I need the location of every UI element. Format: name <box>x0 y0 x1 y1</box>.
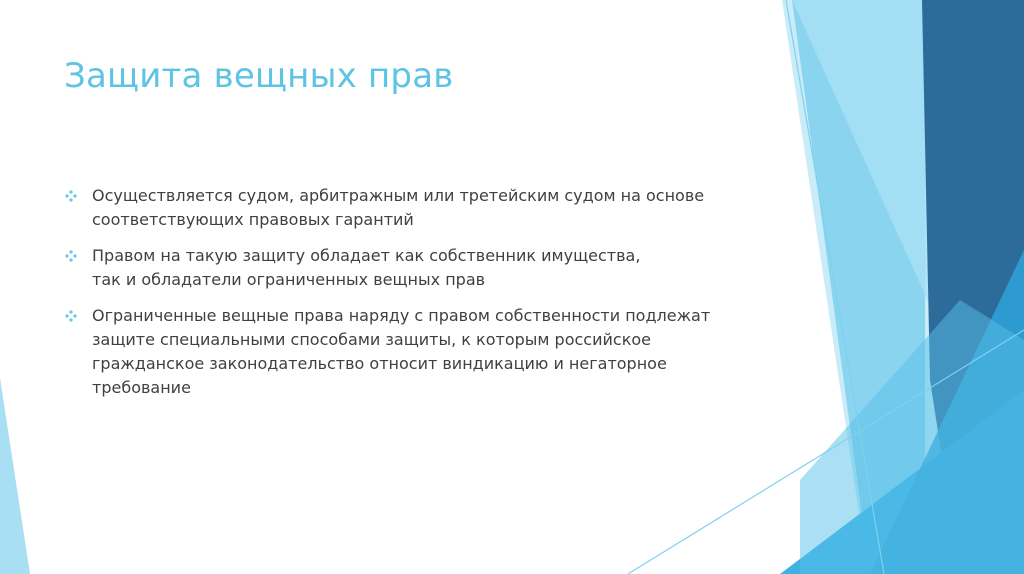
bullet-line: защите специальными способами защиты, к которым российское <box>92 330 651 349</box>
bullet-list <box>64 184 764 412</box>
bullet-item <box>64 304 764 400</box>
bullet-line: Ограниченные вещные права наряду с правом собственности подлежат <box>92 306 711 325</box>
bullet-line: Правом на такую защиту обладает как собственник имущества, <box>92 246 641 265</box>
left-edge-triangle <box>0 378 30 574</box>
bullet-line: соответствующих правовых гарантий <box>92 210 414 229</box>
bullet-line: Осуществляется судом, арбитражным или третейским судом на основе <box>92 186 705 205</box>
slide-title: Защита вещных прав <box>64 56 454 96</box>
diamond-bullet-icon <box>64 309 78 323</box>
bullet-item <box>64 244 764 292</box>
bullet-item <box>64 184 764 232</box>
bullet-line: гражданское законодательство относит виндикацию и негаторное <box>92 354 667 373</box>
bullet-line: требование <box>92 378 191 397</box>
diamond-bullet-icon <box>64 189 78 203</box>
diamond-bullet-icon <box>64 249 78 263</box>
bullet-line: так и обладатели ограниченных вещных прав <box>92 270 486 289</box>
